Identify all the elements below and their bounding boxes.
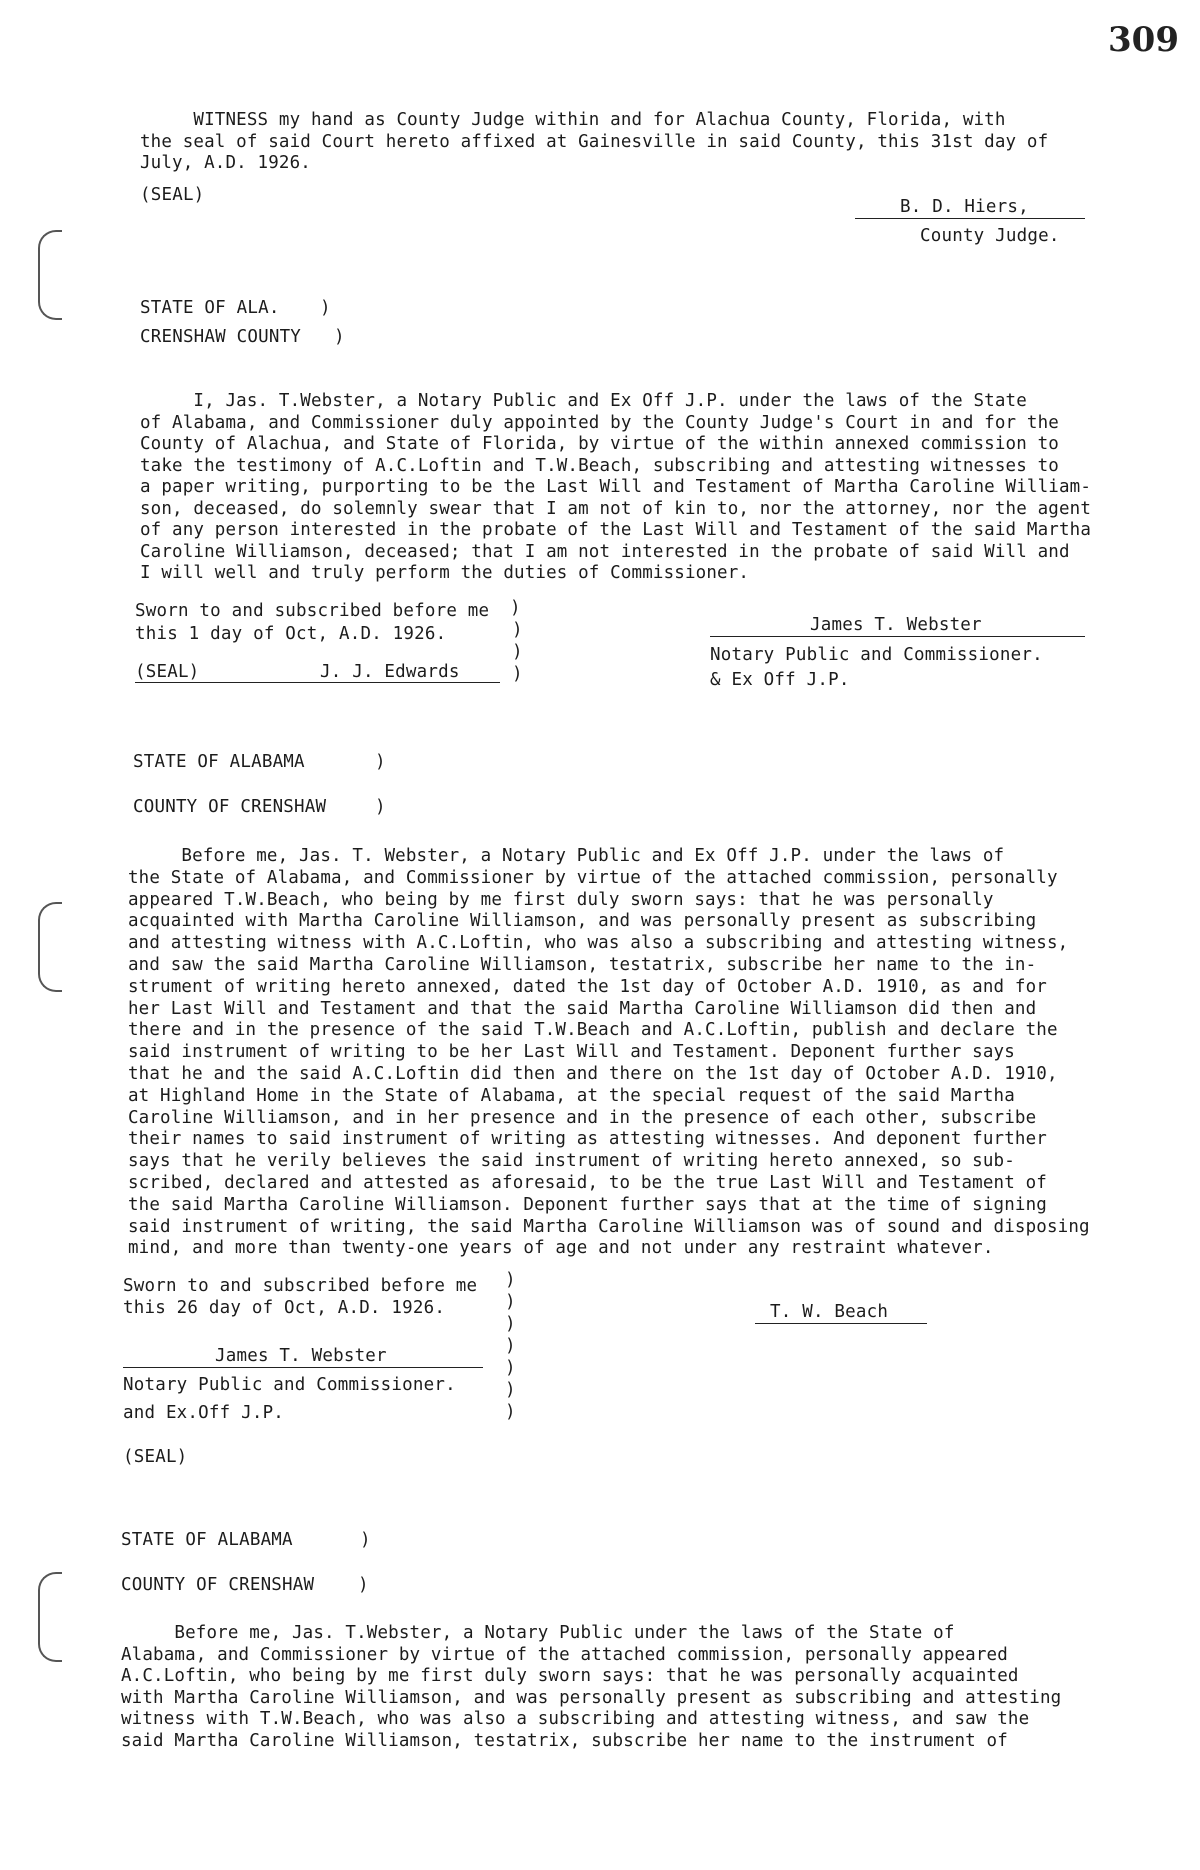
oath-paragraph <box>140 391 1091 585</box>
paragraph-line: with Martha Caroline Williamson, and was personally present as subscribing and attesting <box>121 1687 1062 1708</box>
margin-bracket-mark <box>38 902 62 992</box>
bracket-paren: ) <box>512 664 523 684</box>
margin-bracket-mark <box>38 1572 62 1662</box>
paragraph-line: July, A.D. 1926. <box>140 153 311 173</box>
paragraph-line: the State of Alabama, and Commissioner by virtue of the attached commission, personally <box>128 867 1058 888</box>
notary-title: Notary Public and Commissioner. <box>123 1375 456 1395</box>
page-number: 309 <box>1108 20 1179 60</box>
sworn-date: this 1 day of Oct, A.D. 1926. <box>135 624 447 644</box>
sworn-date: this 26 day of Oct, A.D. 1926. <box>123 1298 446 1318</box>
bracket-paren: ) <box>505 1358 516 1378</box>
paragraph-line: WITNESS my hand as County Judge within and for Alachua County, Florida, with <box>140 110 1006 130</box>
judge-name: B. D. Hiers, <box>900 197 1029 217</box>
paragraph-line: there and in the presence of the said T.W.Beach and A.C.Loftin, publish and declare the <box>128 1020 1058 1041</box>
signature-line <box>755 1323 927 1324</box>
bracket-paren: ) <box>505 1314 516 1334</box>
paragraph-line: scribed, declared and attested as aforesaid, to be the true Last Will and Testament of <box>128 1172 1047 1193</box>
paragraph-line: County of Alachua, and State of Florida, by virtue of the within annexed commission to <box>140 434 1059 454</box>
signer-name: James T. Webster <box>810 615 982 635</box>
bracket-paren: ) <box>512 642 523 662</box>
state-heading: STATE OF ALA. <box>140 298 280 318</box>
judge-title: County Judge. <box>920 226 1060 246</box>
bracket-paren: ) <box>334 327 345 347</box>
bracket-paren: ) <box>505 1336 516 1356</box>
bracket-paren: ) <box>358 1575 369 1595</box>
paragraph-line: their names to said instrument of writing as attesting witnesses. And deponent further <box>128 1129 1047 1150</box>
paragraph-line: of Alabama, and Commissioner duly appointed by the County Judge's Court in and for the <box>140 412 1059 433</box>
signature-line <box>123 1367 483 1368</box>
sworn-line: Sworn to and subscribed before me <box>123 1276 478 1296</box>
bracket-paren: ) <box>510 598 521 618</box>
signer-title: Notary Public and Commissioner. <box>710 645 1043 665</box>
paragraph-line: Caroline Williamson, and in her presence and in the presence of each other, subscribe <box>128 1107 1037 1128</box>
seal-label: (SEAL) <box>135 662 200 682</box>
county-heading: COUNTY OF CRENSHAW <box>133 797 327 817</box>
paragraph-line: and attesting witness with A.C.Loftin, who was also a subscribing and attesting witness, <box>128 933 1069 954</box>
paragraph-line: her Last Will and Testament and that the said Martha Caroline Williamson did then and <box>128 998 1037 1019</box>
state-heading: STATE OF ALABAMA <box>133 752 305 772</box>
paragraph-line: I will well and truly perform the duties of Commissioner. <box>140 563 750 583</box>
paragraph-line: and saw the said Martha Caroline Williamson, testatrix, subscribe her name to the in- <box>128 954 1037 975</box>
paragraph-line: said instrument of writing, the said Martha Caroline Williamson was of sound and disposing <box>128 1216 1090 1237</box>
signer-title: & Ex Off J.P. <box>710 670 850 690</box>
bracket-paren: ) <box>505 1402 516 1422</box>
seal-label: (SEAL) <box>123 1447 188 1467</box>
paragraph-line: mind, and more than twenty-one years of age and not under any restraint whatever. <box>128 1238 994 1259</box>
bracket-paren: ) <box>512 620 523 640</box>
paragraph-line: at Highland Home in the State of Alabama, at the special request of the said Martha <box>128 1085 1015 1106</box>
paragraph-line: Before me, Jas. T. Webster, a Notary Public and Ex Off J.P. under the laws of <box>128 846 1005 866</box>
paragraph-line: Before me, Jas. T.Webster, a Notary Public under the laws of the State of <box>121 1623 955 1643</box>
paragraph-line: a paper writing, purporting to be the Last Will and Testament of Martha Caroline William- <box>140 477 1092 497</box>
paragraph-line: strument of writing hereto annexed, dated the 1st day of October A.D. 1910, as and for <box>128 976 1047 997</box>
signature-line <box>135 682 500 683</box>
loftin-deposition-paragraph <box>121 1623 1061 1752</box>
beach-deposition-paragraph <box>128 846 1090 1260</box>
paragraph-line: I, Jas. T.Webster, a Notary Public and Ex Off J.P. under the laws of the State <box>140 391 1027 411</box>
bracket-paren: ) <box>505 1292 516 1312</box>
paragraph-line: said Martha Caroline Williamson, testatrix, subscribe her name to the instrument of <box>121 1730 1008 1751</box>
paragraph-line: son, deceased, do solemnly swear that I am not of kin to, nor the attorney, nor the agent <box>140 498 1092 519</box>
notary-name: James T. Webster <box>215 1346 387 1366</box>
county-heading: COUNTY OF CRENSHAW <box>121 1575 315 1595</box>
paragraph-line: witness with T.W.Beach, who was also a subscribing and attesting witness, and saw the <box>121 1709 1030 1729</box>
bracket-paren: ) <box>360 1530 371 1550</box>
bracket-paren: ) <box>375 752 386 772</box>
notary-title: and Ex.Off J.P. <box>123 1403 285 1423</box>
witness-paragraph <box>140 110 1048 175</box>
witness-signature: J. J. Edwards <box>320 662 460 682</box>
paragraph-line: A.C.Loftin, who being by me first duly sworn says: that he was personally acquainted <box>121 1666 1019 1686</box>
paragraph-line: take the testimony of A.C.Loftin and T.W.Beach, subscribing and attesting witnesses to <box>140 455 1059 476</box>
paragraph-line: said instrument of writing to be her Last Will and Testament. Deponent further says <box>128 1042 1015 1063</box>
bracket-paren: ) <box>375 797 386 817</box>
paragraph-line: of any person interested in the probate of the Last Will and Testament of the said Martha <box>140 520 1092 540</box>
county-heading: CRENSHAW COUNTY <box>140 327 302 347</box>
paragraph-line: Caroline Williamson, deceased; that I am not interested in the probate of said Will and <box>140 541 1070 562</box>
state-heading: STATE OF ALABAMA <box>121 1530 293 1550</box>
bracket-paren: ) <box>505 1380 516 1400</box>
deponent-signature: T. W. Beach <box>770 1302 889 1322</box>
bracket-paren: ) <box>320 298 331 318</box>
signature-line <box>710 636 1085 637</box>
bracket-paren: ) <box>505 1270 516 1290</box>
paragraph-line: Alabama, and Commissioner by virtue of the attached commission, personally appeared <box>121 1644 1008 1665</box>
sworn-line: Sworn to and subscribed before me <box>135 601 490 621</box>
signature-line <box>855 218 1085 219</box>
paragraph-line: the said Martha Caroline Williamson. Deponent further says that at the time of signing <box>128 1194 1047 1215</box>
paragraph-line: the seal of said Court hereto affixed at Gainesville in said County, this 31st day of <box>140 131 1049 152</box>
seal-label: (SEAL) <box>140 185 205 205</box>
paragraph-line: says that he verily believes the said instrument of writing hereto annexed, so sub- <box>128 1151 1015 1172</box>
paragraph-line: appeared T.W.Beach, who being by me first duly sworn says: that he was personally <box>128 889 994 910</box>
paragraph-line: that he and the said A.C.Loftin did then and there on the 1st day of October A.D. 1910, <box>128 1063 1058 1084</box>
paragraph-line: acquainted with Martha Caroline Williamson, and was personally present as subscribing <box>128 911 1037 932</box>
margin-bracket-mark <box>38 230 62 320</box>
